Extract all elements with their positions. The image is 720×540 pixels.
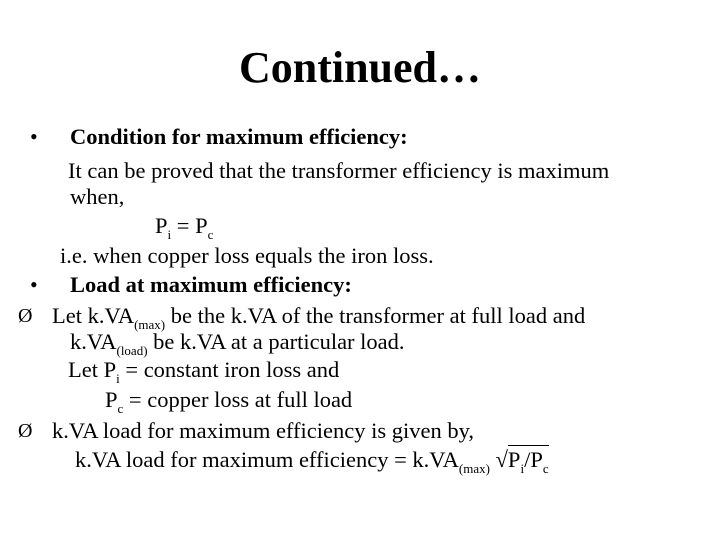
pi-rest: = constant iron loss and (119, 357, 340, 382)
sub-max: (max) (134, 317, 166, 332)
formula-slash-p: /P (524, 447, 543, 472)
eq-p1: P (155, 213, 168, 238)
pi-sub: i (116, 371, 120, 386)
formula-p1: P (507, 447, 521, 472)
load-heading: Load at maximum efficiency: (70, 272, 352, 297)
formula-text: k.VA load for maximum efficiency = k.VA (75, 447, 459, 472)
eq-mid: = P (171, 213, 208, 238)
let-kva-text: Let k.VA (52, 303, 135, 328)
pi-text: Let P (68, 357, 117, 382)
formula-sub-c: c (542, 461, 549, 476)
arrow-bullet-icon: Ø (18, 420, 33, 442)
sub-load: (load) (116, 343, 148, 358)
eq-sub-i: i (167, 227, 172, 242)
kva-load-line (70, 328, 405, 356)
let-kva-max-line (52, 302, 585, 330)
condition-ie-text: i.e. when copper loss equals the iron loss. (60, 243, 434, 268)
formula-sub-max: (max) (458, 461, 490, 476)
given-by-line: k.VA load for maximum efficiency is given by, (52, 418, 475, 443)
sqrt-icon: √ (495, 447, 508, 472)
pc-sub: c (117, 401, 124, 416)
condition-text-line2: when, (70, 184, 125, 209)
bullet-dot-icon: • (30, 124, 38, 149)
kva-text: k.VA (70, 329, 117, 354)
formula-line (75, 446, 549, 474)
arrow-bullet-icon: Ø (18, 305, 33, 327)
sqrt-radicand (507, 445, 549, 476)
slide-title: Continued… (238, 43, 482, 92)
condition-text-line1: It can be proved that the transformer efficiency is maximum (68, 158, 610, 183)
formula-sub-i: i (520, 461, 525, 476)
eq-sub-c: c (207, 227, 214, 242)
pc-text: P (105, 387, 118, 412)
condition-heading: Condition for maximum efficiency: (70, 124, 408, 149)
pi-line (68, 356, 339, 384)
pc-rest: = copper loss at full load (123, 387, 353, 412)
let-kva-rest: be the k.VA of the transformer at full load and (165, 303, 586, 328)
bullet-dot-icon: • (30, 272, 38, 297)
condition-equation (155, 212, 213, 240)
pc-line (105, 386, 352, 414)
kva-load-rest: be k.VA at a particular load. (147, 329, 405, 354)
